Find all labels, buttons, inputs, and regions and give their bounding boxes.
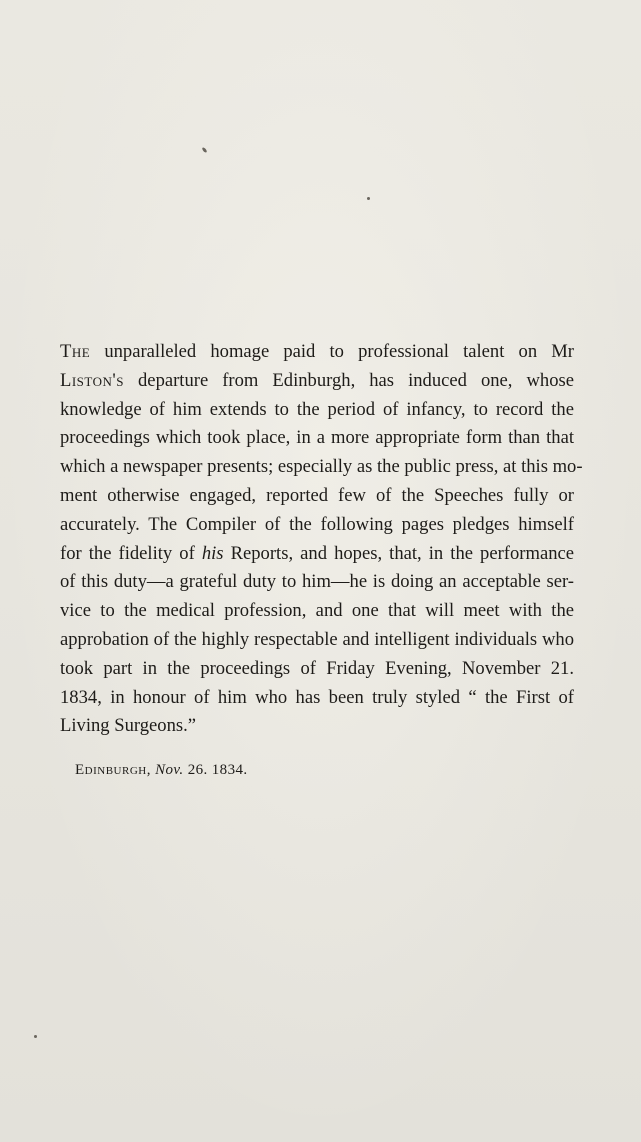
italic-word: his — [201, 542, 224, 564]
paragraph-line: accurately. The Compiler of the following pages pledges himself — [60, 513, 574, 535]
paragraph-line: of this duty—a grateful duty to him—he is doing an acceptable ser- — [60, 571, 574, 593]
paragraph-line: ment otherwise engaged, reported few of the Speeches fully or — [60, 484, 574, 506]
ink-speck — [367, 197, 370, 200]
dateline-date: 26. 1834. — [187, 762, 248, 778]
paragraph-line: 1834, in honour of him who has been truly styled “ the First of — [60, 686, 574, 708]
paragraph-line — [60, 338, 574, 367]
paragraph-line — [60, 367, 574, 396]
paragraph-line: vice to the medical profession, and one that will meet with the — [60, 600, 574, 622]
paragraph-line: knowledge of him extends to the period of infancy, to record the — [60, 398, 574, 420]
ink-speck — [34, 1035, 37, 1038]
small-caps-word: The — [60, 341, 91, 362]
line-text: Reports, and hopes, that, in the performance — [223, 542, 574, 564]
paragraph-line: approbation of the highly respectable and intelligent individuals who — [60, 628, 574, 650]
dateline — [75, 762, 248, 779]
paragraph-line: proceedings which took place, in a more appropriate form than that — [60, 427, 574, 449]
ink-speck — [201, 147, 207, 154]
paragraph-line: which a newspaper presents; especially as the public press, at this mo- — [60, 456, 583, 478]
dateline-place: Edinburgh, — [75, 762, 151, 778]
line-text: unparalleled homage paid to professional talent on Mr — [90, 341, 574, 362]
paragraph-line — [60, 540, 574, 569]
small-caps-word: Liston's — [60, 369, 124, 391]
paragraph-line: took part in the proceedings of Friday Evening, November 21. — [60, 657, 574, 679]
paragraph-line: Living Surgeons.” — [60, 715, 197, 737]
dateline-month: Nov. — [155, 762, 184, 778]
line-text: departure from Edinburgh, has induced one, whose — [123, 369, 574, 391]
preface-paragraph — [60, 338, 583, 741]
line-text: for the fidelity of — [60, 542, 202, 564]
